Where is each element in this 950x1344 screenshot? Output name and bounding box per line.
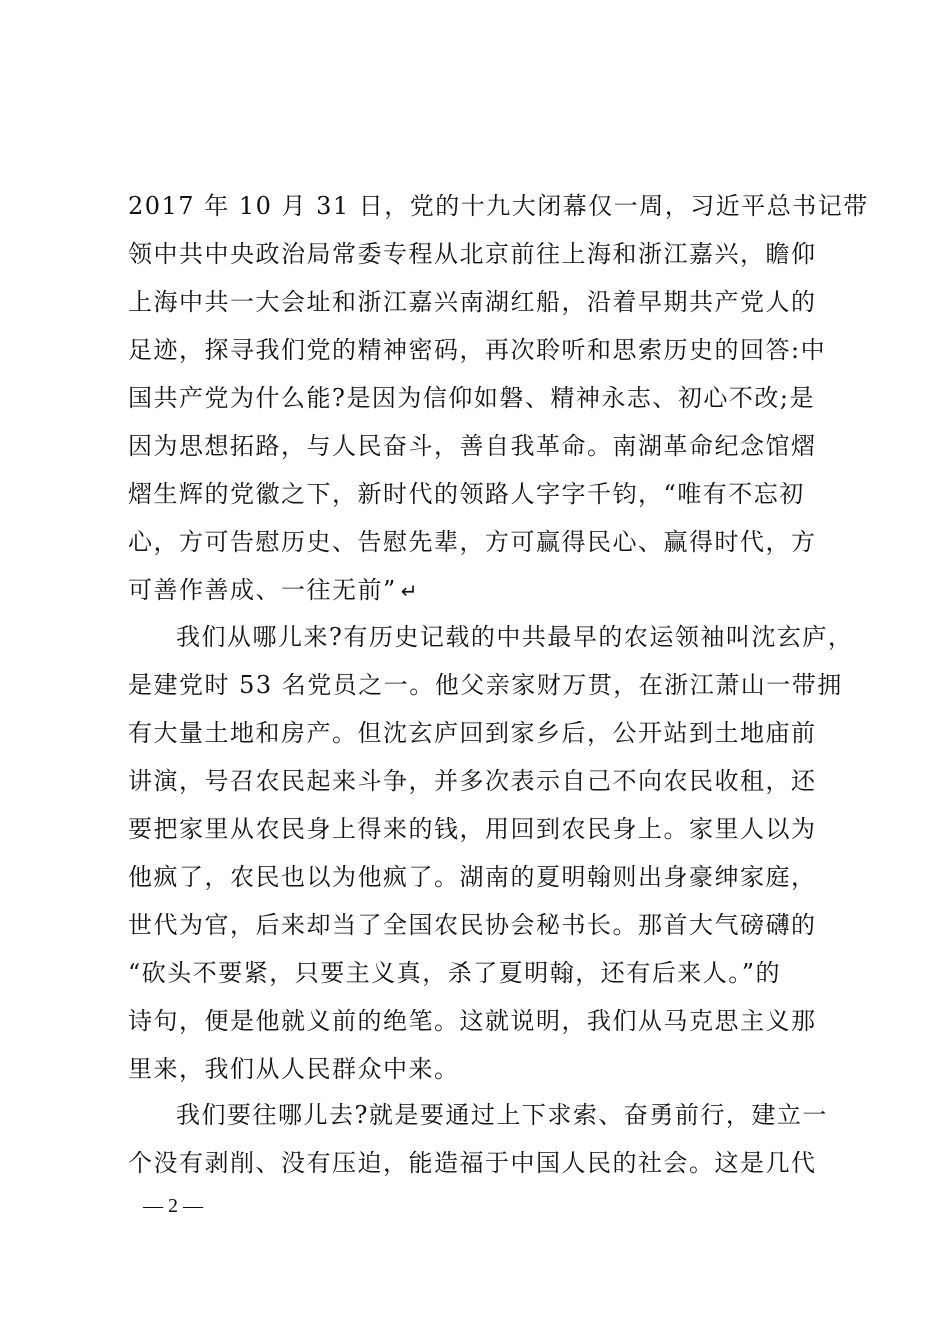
text-line: 有大量土地和房产。但沈玄庐回到家乡后，公开站到土地庙前 bbox=[128, 719, 817, 747]
text-line: 他疯了，农民也以为他疯了。湖南的夏明翰则出身豪绅家庭， bbox=[128, 863, 817, 891]
text-line: 讲演，号召农民起来斗争，并多次表示自己不向农民收租，还 bbox=[128, 767, 817, 795]
text-line: 熠生辉的党徽之下，新时代的领路人字字千钧，“唯有不忘初 bbox=[128, 480, 805, 508]
paragraph-end-line bbox=[128, 570, 828, 610]
text-line: 国共产党为什么能?是因为信仰如磐、精神永志、初心不改;是 bbox=[128, 384, 815, 412]
text-line: 个没有剥削、没有压迫，能造福于中国人民的社会。这是几代 bbox=[128, 1149, 817, 1177]
text-line: 足迹，探寻我们党的精神密码，再次聆听和思索历史的回答:中 bbox=[128, 336, 827, 364]
text-line: 里来，我们从人民群众中来。 bbox=[128, 1055, 460, 1083]
text-line: 可善作善成、一往无前” bbox=[128, 576, 397, 604]
text-line: 领中共中央政治局常委专程从北京前往上海和浙江嘉兴，瞻仰 bbox=[128, 240, 817, 268]
text-line: 是建党时 53 名党员之一。他父亲家财万贯，在浙江萧山一带拥 bbox=[128, 671, 843, 699]
text-line: 我们从哪儿来?有历史记载的中共最早的农运领袖叫沈玄庐， bbox=[176, 623, 854, 651]
text-line: 上海中共一大会址和浙江嘉兴南湖红船，沿着早期共产党人的 bbox=[128, 288, 817, 316]
text-line: 因为思想拓路，与人民奋斗，善自我革命。南湖革命纪念馆熠 bbox=[128, 432, 817, 460]
text-line: “砍头不要紧，只要主义真，杀了夏明翰，还有后来人。”的 bbox=[128, 959, 782, 987]
paragraph-mark-icon: ↵ bbox=[400, 579, 420, 603]
page-number: — 2 — bbox=[143, 1195, 203, 1217]
text-line: 世代为官，后来却当了全国农民协会秘书长。那首大气磅礴的 bbox=[128, 911, 817, 939]
text-line: 2017 年 10 月 31 日，党的十九大闭幕仅一周，习近平总书记带 bbox=[128, 192, 869, 220]
text-line: 要把家里从农民身上得来的钱，用回到农民身上。家里人以为 bbox=[128, 815, 817, 843]
text-line: 诗句，便是他就义前的绝笔。这就说明，我们从马克思主义那 bbox=[128, 1007, 817, 1035]
text-line: 我们要往哪儿去?就是要通过上下求索、奋勇前行，建立一 bbox=[176, 1101, 828, 1129]
text-line: 心，方可告慰历史、告慰先辈，方可赢得民心、赢得时代，方 bbox=[128, 528, 817, 556]
